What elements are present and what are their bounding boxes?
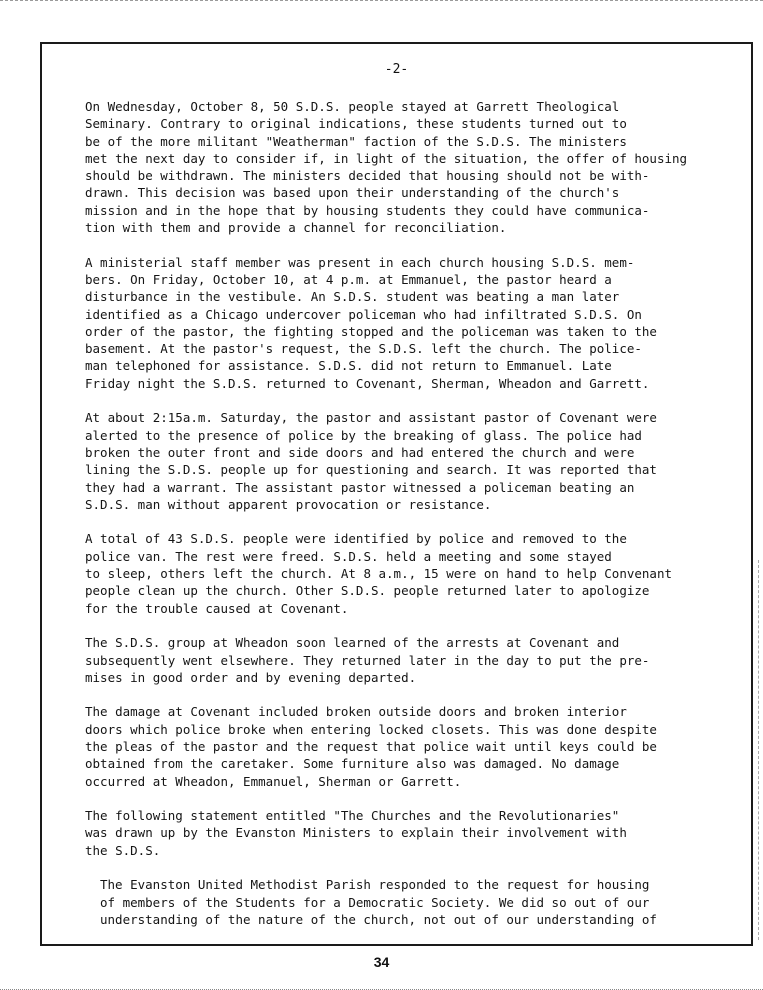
paragraph-arrests: A total of 43 S.D.S. people were identified by police and removed to the police van. The rest were freed. S.D.S. held a meeting and some stayed to sleep, others left the church. At 8 a.m., 15 were on hand to help Convenant people clean up the church. Other S.D.S. people returned later to apologize for the trouble caused at Covenant. [85, 531, 672, 616]
page-marker: -2- [384, 62, 409, 77]
paragraph-wheadon: The S.D.S. group at Wheadon soon learned of the arrests at Covenant and subsequently went elsewhere. They returned later in the day to put the pre- mises in good order and by evening departed. [85, 635, 650, 685]
quoted-statement: The Evanston United Methodist Parish responded to the request for housing of members of the Students for a Democratic Society. We did so out of our understanding of the nature of the church, not out of our understanding of [100, 877, 657, 927]
scan-edge-bottom [0, 984, 763, 990]
document-body [85, 98, 705, 946]
paragraph-covenant-raid: At about 2:15a.m. Saturday, the pastor and assistant pastor of Covenant were alerted to the presence of police by the breaking of glass. The police had broken the outer front and side doors and had entered the church and were lining the S.D.S. people up for questioning and search. It was reported that they had a warrant. The assistant pastor witnessed a policeman beating an S.D.S. man without apparent provocation or resistance. [85, 410, 657, 512]
page-number: 34 [373, 954, 390, 970]
scan-edge-top [0, 0, 763, 8]
paragraph-garrett-seminary: On Wednesday, October 8, 50 S.D.S. people stayed at Garrett Theological Seminary. Contrary to original indications, these students turned out to be of the more militant "Weatherman" faction of the S.D.S. The ministers met the next day to consider if, in light of the situation, the offer of housing should be withdrawn. The ministers decided that housing should not be with- drawn. This decision was based upon their understanding of the church's mission and in the hope that by housing students they could have communica- tion with them and provide a channel for reconciliation. [85, 99, 688, 236]
paragraph-emmanuel-incident: A ministerial staff member was present in each church housing S.D.S. mem- bers. On Friday, October 10, at 4 p.m. at Emmanuel, the pastor heard a disturbance in the vestibule. An S.D.S. student was beating a man later identified as a Chicago undercover policeman who had infiltrated S.D.S. On order of the pastor, the fighting stopped and the policeman was taken to the basement. At the pastor's request, the S.D.S. left the church. The police- man telephoned for assistance. S.D.S. did not return to Emmanuel. Late Friday night the S.D.S. returned to Covenant, Sherman, Wheadon and Garrett. [85, 254, 657, 391]
scan-edge-right [758, 560, 760, 940]
paragraph-damage: The damage at Covenant included broken outside doors and broken interior doors which police broke when entering locked closets. This was done despite the pleas of the pastor and the request that police wait until keys could be obtained from the caretaker. Some furniture also was damaged. No damage occurred at Wheadon, Emmanuel, Sherman or Garrett. [85, 704, 657, 789]
paragraph-statement-intro: The following statement entitled "The Churches and the Revolutionaries" was drawn up by the Evanston Ministers to explain their involvement with the S.D.S. [85, 808, 627, 858]
page-frame [40, 42, 753, 946]
